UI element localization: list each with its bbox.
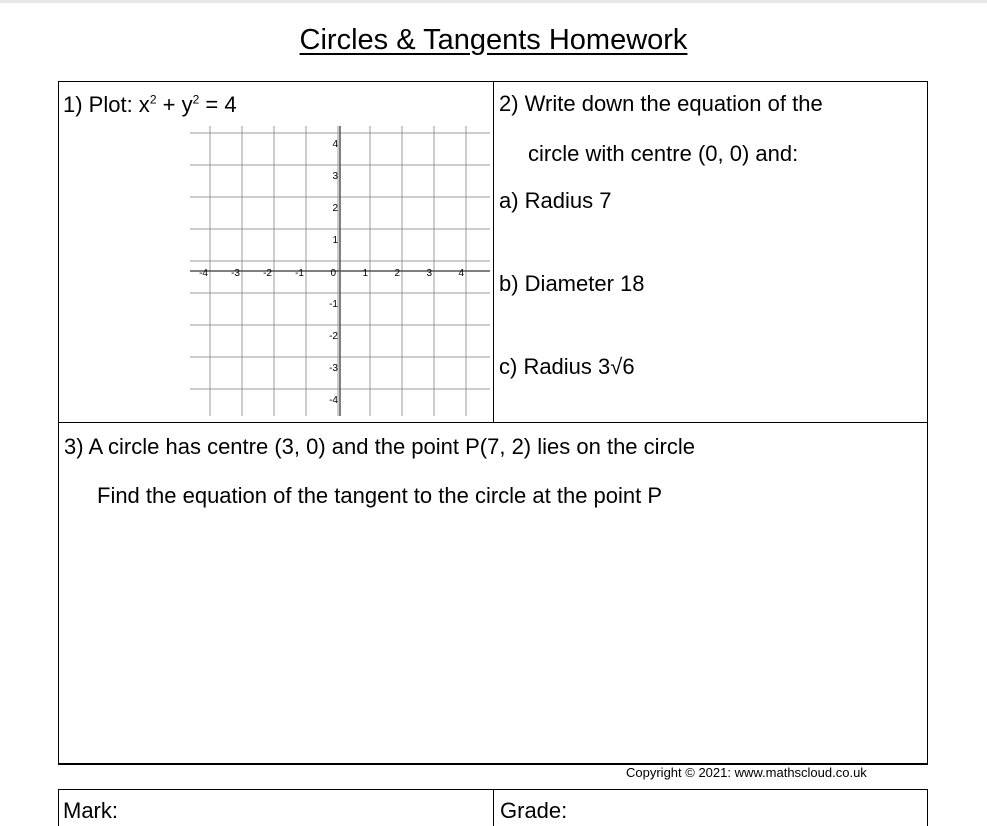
row-divider (58, 422, 928, 423)
y-tick-label: -3 (329, 363, 338, 374)
grade-label: Grade: (500, 798, 568, 823)
footer-right-border (927, 789, 928, 826)
y-tick-label: 2 (332, 203, 338, 214)
question-2a: a) Radius 7 (499, 188, 612, 213)
footer-left-border (58, 789, 59, 826)
worksheet-title: Circles & Tangents Homework (299, 24, 688, 56)
question-3-line-2: Find the equation of the tangent to the circle at the point P (97, 483, 663, 508)
x-tick-label: -4 (199, 268, 208, 279)
column-divider (493, 81, 494, 423)
x-tick-label: -2 (263, 268, 272, 279)
y-tick-label: 4 (332, 139, 338, 150)
x-tick-label: -1 (295, 268, 304, 279)
y-tick-label: 1 (332, 235, 338, 246)
x-tick-label: 4 (458, 268, 464, 279)
question-2-line-1: 2) Write down the equation of the (499, 91, 823, 116)
question-1-label: 1) Plot: $x^2 + y^2 = 4$ (63, 92, 237, 117)
footer-divider (493, 789, 494, 826)
y-tick-label: -1 (329, 299, 338, 310)
x-tick-label: 2 (394, 268, 400, 279)
x-tick-label: 0 (330, 268, 336, 279)
question-2b: b) Diameter 18 (499, 271, 645, 296)
coordinate-grid (190, 126, 490, 416)
mark-label: Mark: (63, 798, 118, 823)
question-2-line-2: circle with centre (0, 0) and: (528, 141, 799, 166)
y-tick-label: 3 (332, 171, 338, 182)
y-tick-label: -4 (329, 395, 338, 406)
x-tick-label: 3 (426, 268, 432, 279)
copyright-notice: Copyright © 2021: www.mathscloud.co.uk (626, 765, 867, 780)
y-tick-label: -2 (329, 331, 338, 342)
x-tick-label: -3 (231, 268, 240, 279)
question-2c: c) Radius 3√6 (499, 354, 635, 379)
question-3-line-1: 3) A circle has centre (3, 0) and the point P(7, 2) lies on the circle (64, 434, 695, 459)
top-border (0, 0, 987, 3)
x-tick-label: 1 (362, 268, 368, 279)
